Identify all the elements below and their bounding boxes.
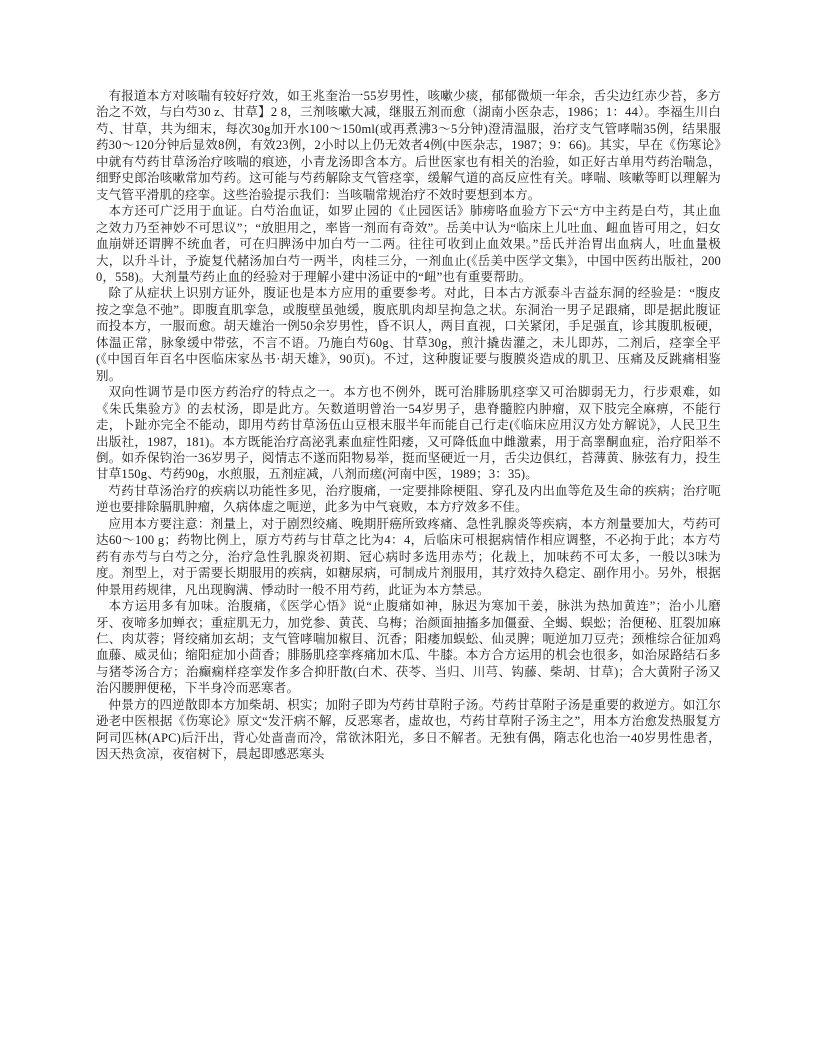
paragraph-abdominal-signs: 除了从症状上识别方证外，腹证也是本方应用的重要参考。对此，日本古方派泰斗吉益东洞的经验是：“腹皮按之挛急不弛”。即腹直肌挛急，或腹壁虽弛缓，腹底肌肉却呈拘急之状。东洞治一男子足跟痛，即是据此腹证而投本方，一服而愈。胡天雄治一例50余岁男性，昏不识人，两目直视，口关紧闭，手足强直，诊其腹肌板硬，体温正常，脉象缓中带弦，不言不语。乃施白芍60g、甘草30g，煎汁撬齿灌之，未儿即苏，二剂后，痉挛全平(《中国百年百名中医临床家丛书·胡天雄》，90页)。不过，这种腹证要与腹膜炎造成的肌卫、压痛及反跳痛相鉴别。 <box>96 286 721 383</box>
paragraph-related-formulas: 仲景方的四逆散即本方加柴胡、枳实；加附子即为芍药甘草附子汤。芍药甘草附子汤是重要的救逆方。如江尔逊老中医根据《伤寒论》原文“发汗病不解，反恶寒者，虚故也，芍药甘草附子汤主之”，用本方治愈发热服复方阿司匹林(APC)后汗出，背心处啬啬而冷，常欲沐阳光，多日不解者。无独有偶，隋志化也治一40岁男性患者，因天热贪凉，夜宿树下，晨起即感恶寒头 <box>96 697 721 762</box>
paragraph-modifications: 本方运用多有加味。治腹痛，《医学心悟》说“止腹痛如神，脉迟为寒加干姜，脉洪为热加黄连”；治小儿磨牙、夜啼多加蝉衣；重症肌无力，加党参、黄芪、乌梅；治颜面抽搐多加僵蚕、全蝎、蜈蚣；治便秘、肛裂加麻仁、肉苁蓉；肾绞痛加玄胡；支气管哮喘加椒目、沉香；阳痿加蜈蚣、仙灵脾；呃逆加刀豆壳；颈椎综合征加鸡血藤、威灵仙；缩阳症加小茴香；腓肠肌痉挛疼痛加木瓜、牛膝。本方合方运用的机会也很多，如治尿路结石多与猪苓汤合方；治癫痫样痉挛发作多合抑肝散(白术、茯苓、当归、川芎、钩藤、柴胡、甘草)；合大黄附子汤又治闪腰胛便秘，下半身冷而恶寒者。 <box>96 599 721 696</box>
paragraph-usage-notes: 应用本方要注意：剂量上，对于剧烈绞痛、晚期肝癌所致疼痛、急性乳腺炎等疾病，本方剂量要加大，芍药可达60～100 g；药物比例上，原方芍药与甘草之比为4：4，后临床可根据病情作相应调整，不必拘于此；本方芍药有赤芍与白芍之分，治疗急性乳腺炎初期、冠心病时多选用赤芍；化裁上，加味药不可太多，一般以3味为度。剂型上，对于需要长期服用的疾病，如糖尿病，可制成片剂服用，其疗效持久稳定、副作用小。另外，根据仲景用药规律，凡出现胸满、悸动时一般不用芍药，此证为本方禁忌。 <box>96 516 721 597</box>
paragraph-cough-asthma: 有报道本方对咳喘有较好疗效，如王兆奎治一55岁男性，咳嗽少痰，郁郁微烦一年余，舌尖边红赤少苔，多方治之不效，与白芍30 z、甘草】2 8，三剂咳嗽大减，继服五剂而愈（湖南小医杂志，1986；1：44）。李福生川白芍、甘草，共为细末，每次30g加开水100～150ml(或再煮沸3～5分钟)澄清温服，治疗支气管哮喘35例，结果服药30～120分钟后显效8例，有效23例，2小时以上仍无效者4例(中医杂志，1987；9：66)。其实，早在《伤寒论》中就有芍药甘草汤治疗咳喘的痕迹，小青龙汤即含本方。后世医家也有相关的治验，如正好古单用芍药治喘急，细野史郎治咳嗽常加芍药。这可能与芍药解除支气管痉挛，缓解气道的高反应性有关。哮喘、咳嗽等町以理解为支气管平滑肌的痉挛。这些治验提示我们：当咳喘常规治疗不效时要想到本方。 <box>96 89 721 202</box>
paragraph-blood-syndromes: 本方还可广泛用于血证。白芍治血证，如罗止园的《止园医话》肺痨咯血验方下云“方中主药是白芍，其止血之效力乃至神妙不可思议”；“放胆用之，率皆一剂而有奇效”。岳美中认为“临床上儿吐血、衄血皆可用之，妇女血崩姘还谓脾不统血者，可在归脾汤中加白芍一二两。往往可收到止血效果。”岳氏并治胃出血病人，吐血量极大，以升斗计，予旋复代赭汤加白芍一两半，肉桂三分，一剂血止(《岳美中医学文集》，中国中医药出版社，2000，558)。大剂量芍药止血的经验对于理解小建中汤证中的“衄”也有重要帮助。 <box>96 204 721 284</box>
paragraph-functional-diseases: 芍药甘草汤治疗的疾病以功能性多见，治疗腹痛，一定要排除梗阻、穿孔及内出血等危及生命的疾病；治疗呃逆也要排除膈肌肿瘤，久病体虚之呃逆，此多为中气衰败，本方疗效多不佳。 <box>96 483 721 515</box>
paragraph-bidirectional-regulation: 双向性调节是巾医方药治疗的特点之一。本方也不例外，既可治腓肠肌痉挛又可治脚弱无力，行步艰难，如《朱氏集验方》的去杖汤，即是此方。矢数道明曾治一54岁男子，患脊髓腔内肿瘤，双下肢完全麻痹，不能行走，卜趾亦完全不能动，即用芍药甘草汤伍山豆根末服半年而能自己行走(《临床应用汉方处方解说》，人民卫生出版社，1987，181)。本方既能治疗高泌乳素血症性阳痿，又可降低血中雌激素，用于高睾酮血症，治疗阳举不倒。如乔保钧治一36岁男子，阅情志不遂而阳物易举，挺而坚硬近一月，舌尖边俱红，苔薄黄、脉弦有力，投生甘草150g、芍药90g，水煎服，五剂症减，八剂而瘥(河南中医，1989；3：35)。 <box>96 385 721 482</box>
document-page <box>96 88 721 763</box>
